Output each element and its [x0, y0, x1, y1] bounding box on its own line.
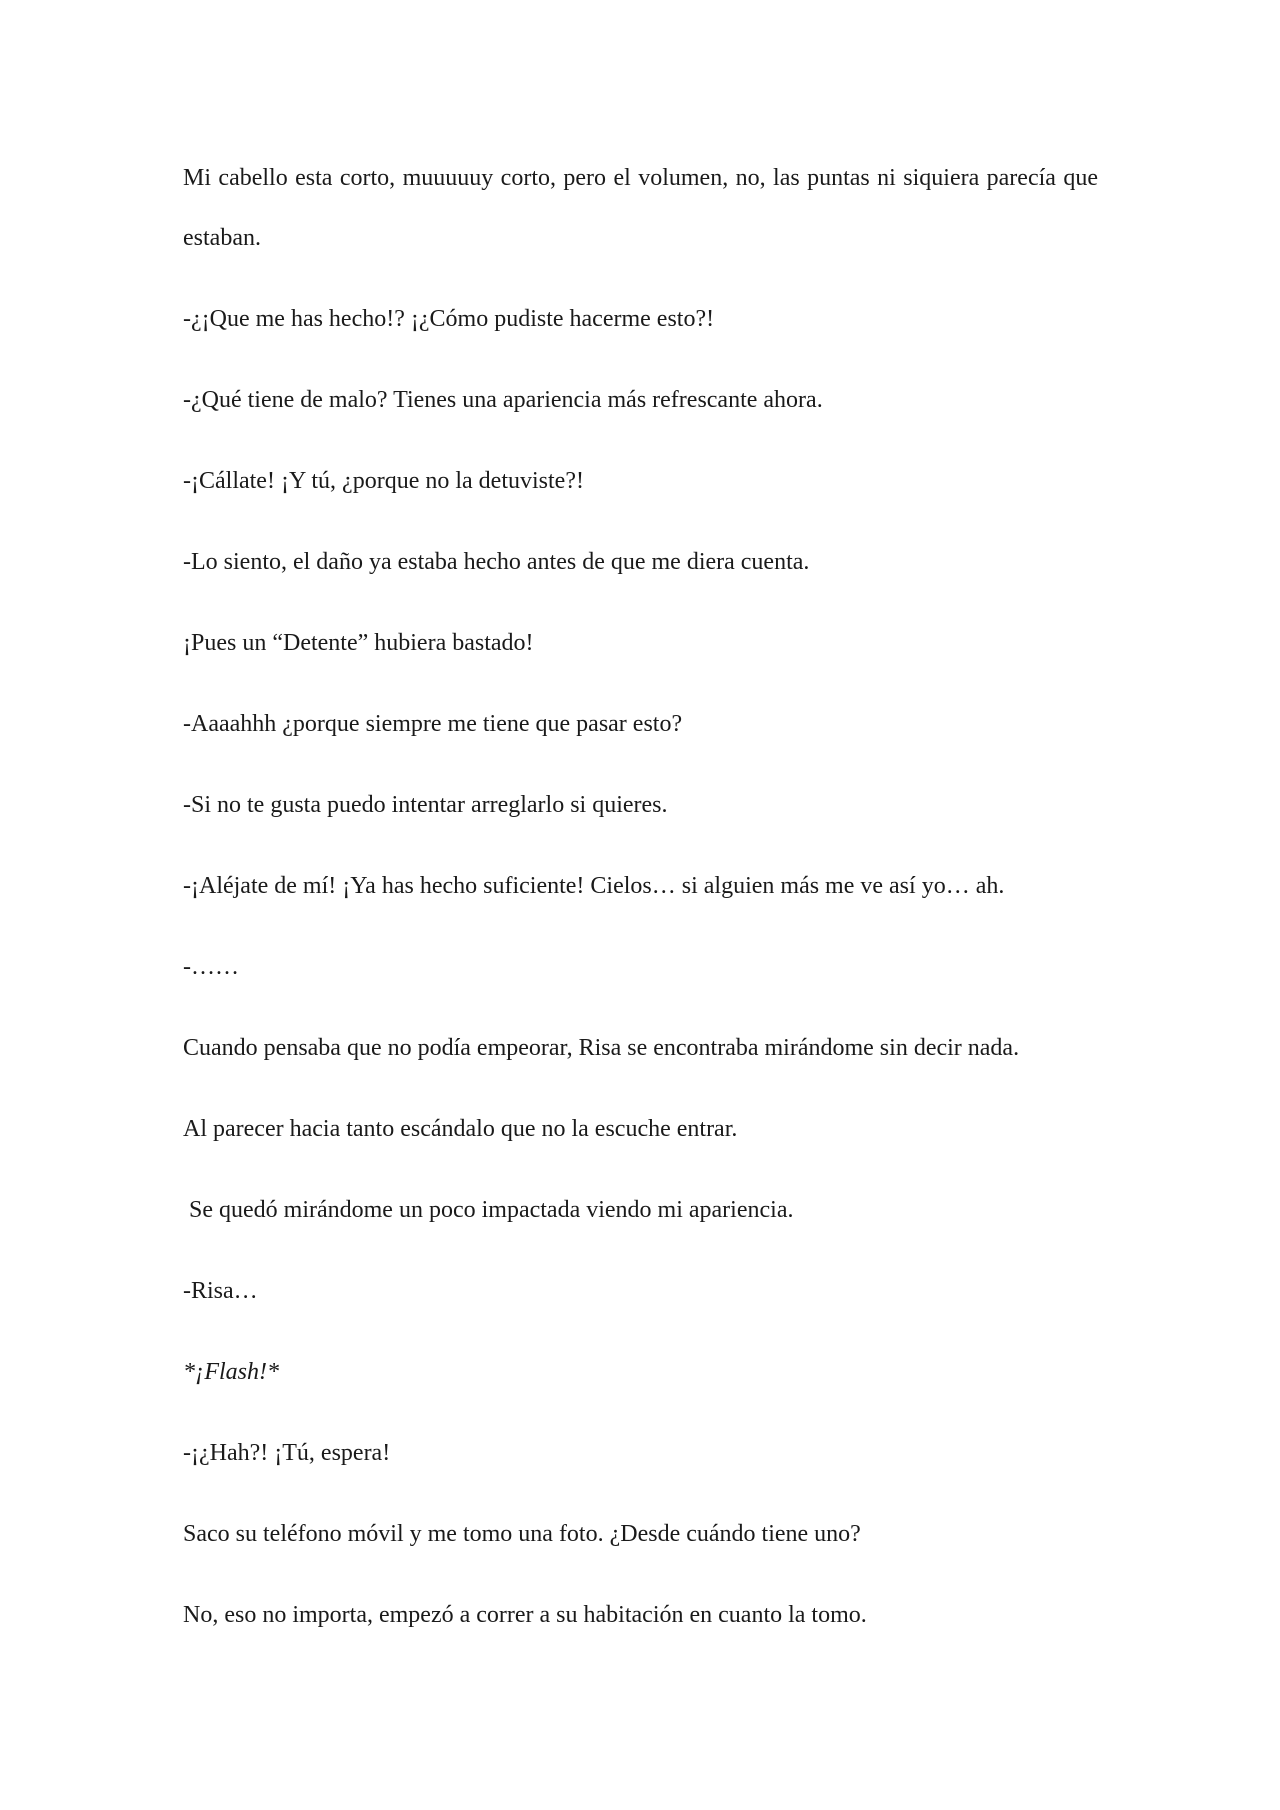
dialogue-line: -Lo siento, el daño ya estaba hecho antes de que me diera cuenta.	[183, 549, 810, 575]
dialogue-line: -Si no te gusta puedo intentar arreglarlo si quieres.	[183, 792, 668, 818]
paragraph: Mi cabello esta corto, muuuuuy corto, pero el volumen, no, las puntas ni siquiera parecía que estaban.	[183, 165, 1098, 251]
paragraph: ¡Pues un “Detente” hubiera bastado!	[183, 630, 534, 656]
dialogue-line: -¡¿Hah?! ¡Tú, espera!	[183, 1440, 391, 1466]
paragraph: Cuando pensaba que no podía empeorar, Risa se encontraba mirándome sin decir nada.	[183, 1035, 1020, 1061]
dialogue-line: -……	[183, 954, 239, 980]
paragraph: Saco su teléfono móvil y me tomo una foto. ¿Desde cuándo tiene uno?	[183, 1521, 861, 1547]
paragraph: Se quedó mirándome un poco impactada viendo mi apariencia.	[183, 1197, 794, 1223]
dialogue-line: -¡Aléjate de mí! ¡Ya has hecho suficiente! Cielos… si alguien más me ve así yo… ah.	[183, 873, 1005, 899]
paragraph: No, eso no importa, empezó a correr a su habitación en cuanto la tomo.	[183, 1602, 867, 1628]
dialogue-line: -Risa…	[183, 1278, 258, 1304]
dialogue-line: -¡Cállate! ¡Y tú, ¿porque no la detuviste?!	[183, 468, 584, 494]
dialogue-line: -¿¡Que me has hecho!? ¡¿Cómo pudiste hacerme esto?!	[183, 306, 715, 332]
paragraph: Al parecer hacia tanto escándalo que no la escuche entrar.	[183, 1116, 738, 1142]
body-text	[183, 148, 1098, 1666]
dialogue-line: -¿Qué tiene de malo? Tienes una apariencia más refrescante ahora.	[183, 387, 823, 413]
sound-effect: *¡Flash!*	[183, 1359, 279, 1385]
dialogue-line: -Aaaahhh ¿porque siempre me tiene que pasar esto?	[183, 711, 683, 737]
